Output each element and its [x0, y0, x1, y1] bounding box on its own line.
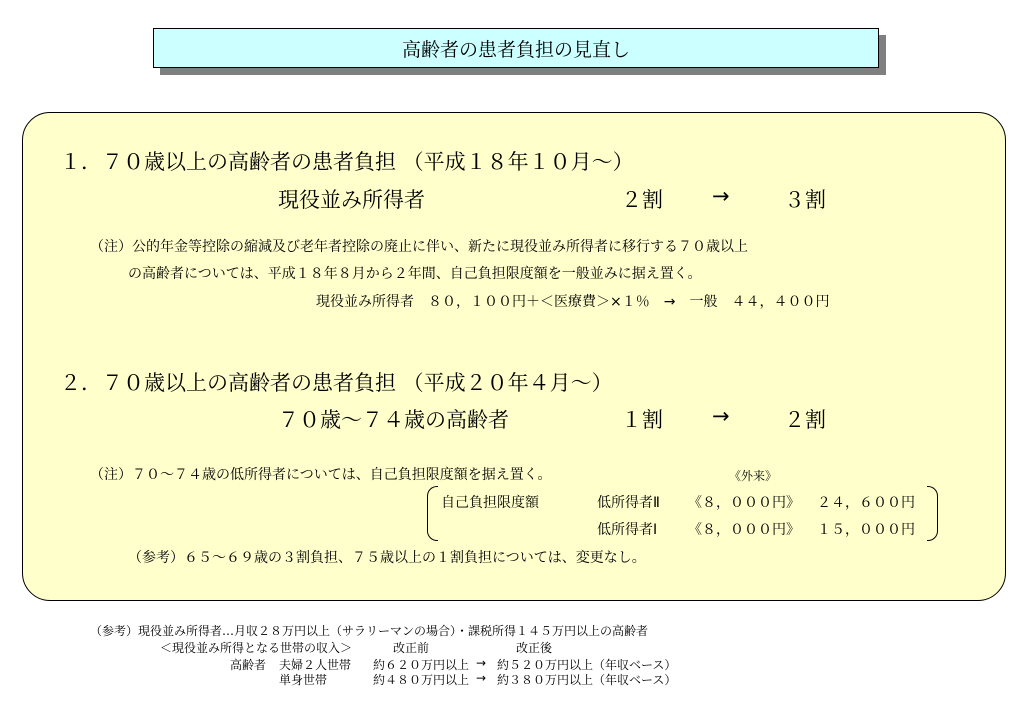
limit-label: 自己負担限度額	[441, 495, 539, 511]
row1-amount: １５，０００円	[817, 522, 915, 538]
footer-row-a-group: 高齢者	[230, 658, 267, 672]
row1-label: 低所得者Ⅰ	[597, 522, 658, 538]
section2-heading: ２．７０歳以上の高齢者の患者負担 （平成２０年４月～）	[60, 371, 613, 395]
footer-row-b-after: 約３８０万円以上（年収ベース）	[497, 673, 677, 687]
row1-outpatient: 《８，０００円》	[688, 522, 800, 538]
footer-row-a-before: 約６２０万円以上	[373, 658, 470, 672]
footer-row-a-arrow: →	[476, 656, 487, 670]
footer-col-after: 改正後	[516, 641, 553, 655]
footer-line1: （参考）現役並み所得者…月収２８万円以上（サラリーマンの場合）・課税所得１４５万円以上の高齢者	[90, 624, 649, 638]
section1-heading: １．７０歳以上の高齢者の患者負担 （平成１８年１０月～）	[60, 150, 634, 174]
footer-row-a-label: 夫婦２人世帯	[279, 658, 352, 672]
footer-row-b-arrow: →	[476, 671, 487, 685]
section2-reference: （参考）６５～６９歳の３割負担、７５歳以上の１割負担については、変更なし。	[128, 550, 646, 566]
section1-note-line1: （注）公的年金等控除の縮減及び老年者控除の廃止に伴い、新たに現役並み所得者に移行する７０歳以上	[90, 239, 748, 255]
footer-income-label: ＜現役並み所得となる世帯の収入＞	[160, 641, 353, 655]
section2-before: １割	[621, 408, 663, 432]
section1-target: 現役並み所得者	[278, 188, 425, 212]
page-title	[153, 28, 879, 68]
section2-target: ７０歳～７４歳の高齢者	[278, 408, 509, 432]
section1-formula: 現役並み所得者 ８０，１００円＋＜医療費＞×１％ → 一般 ４４，４００円	[316, 294, 830, 310]
section1-before: ２割	[621, 188, 663, 212]
footer-row-b-before: 約４８０万円以上	[373, 673, 470, 687]
section1-after: ３割	[784, 188, 826, 212]
page-title-text: 高齢者の患者負担の見直し	[401, 38, 630, 61]
row2-outpatient: 《８，０００円》	[688, 495, 800, 511]
footer-row-a-after: 約５２０万円以上（年収ベース）	[497, 658, 677, 672]
limit-bracket-right	[927, 486, 938, 541]
limit-bracket-left	[427, 486, 438, 541]
section1-note-line2: の高齢者については、平成１８年８月から２年間、自己負担限度額を一般並みに据え置く。	[128, 266, 702, 282]
outpatient-label: 《外来》	[729, 469, 778, 483]
footer-col-before: 改正前	[393, 641, 430, 655]
row2-amount: ２４，６００円	[817, 495, 915, 511]
footer-row-b-label: 単身世帯	[279, 673, 328, 687]
section1-arrow: →	[712, 184, 730, 208]
section2-arrow: →	[712, 404, 730, 428]
row2-label: 低所得者Ⅱ	[597, 495, 660, 511]
section2-note: （注）７０～７４歳の低所得者については、自己負担限度額を据え置く。	[90, 467, 552, 483]
section2-after: ２割	[784, 408, 826, 432]
